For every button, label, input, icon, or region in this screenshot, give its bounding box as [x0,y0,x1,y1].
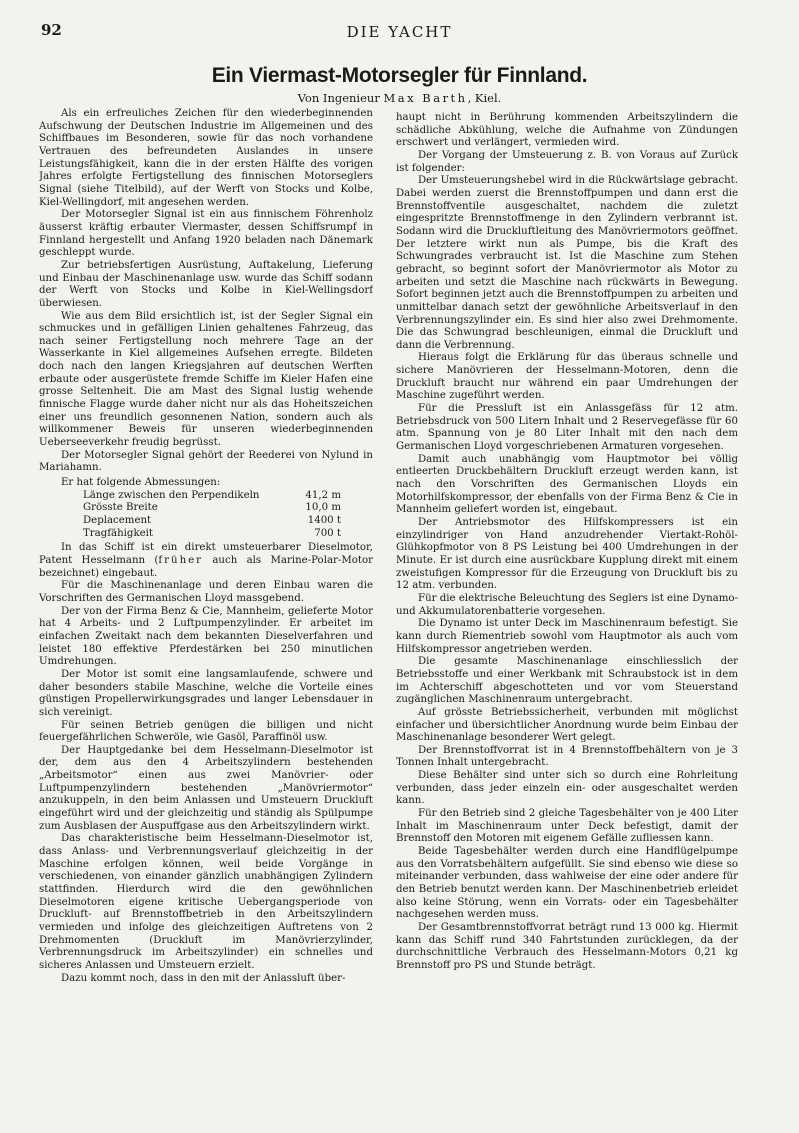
paragraph [39,542,373,580]
table-row [61,502,345,515]
text-span: In das Schiff ist ein direkt umsteuerbarer Dieselmotor, Patent Hesselmann ( [39,542,373,566]
paragraph: Der Motorsegler Signal gehört der Reederei von Nylund in Mariahamn. [39,449,373,474]
paragraph: Die Dynamo ist unter Deck im Maschinenraum befestigt. Sie kann durch Riementrieb sowohl vom Hauptmotor als auch vom Hilfskompressor angetrieben werden. [396,618,738,655]
dimension-label: Deplacement [83,515,152,526]
paragraph: Der von der Firma Benz & Cie, Mannheim, gelieferte Motor hat 4 Arbeits- und 2 Luftpumpenzylinder. Er arbeitet im einfachen Zweitakt nach dem bekannten Dieselverfahren und leistet 180 effektive Pferdestärken bei 250 minutlichen Umdrehungen. [39,605,373,668]
dimensions-table [61,477,345,540]
dimension-value: 700 t [314,527,341,539]
paragraph: Der Gesamtbrennstoffvorrat beträgt rund 13 000 kg. Hiermit kann das Schiff rund 340 Fahrtstunden zurücklegen, da der durchschnittliche Verbrauch des Hesselmann-Motors 0,21 kg Brennstoff pro PS und Stunde beträgt. [396,922,738,971]
paragraph: Als ein erfreuliches Zeichen für den wiederbeginnenden Aufschwung der Deutschen Industrie im Allgemeinen und des Schiffbaues im Besonderen, sowie für das noch vorhandene Vertrauen des befreundeten Auslandes in unsere Leistungsfähigkeit, kann die in der ersten Hälfte des vorigen Jahres erfolgte Fertigstellung des finnischen Motorseglers Signal (siehe Titelbild), auf der Werft von Stocks und Kolbe, Kiel-Wellingdorf, mit angesehen werden. [39,108,373,208]
paragraph: Für die Pressluft ist ein Anlassgefäss für 12 atm. Betriebsdruck von 500 Litern Inhalt und 2 Reservegefässe für 60 atm. Spannung von je 80 Liter Inhalt mit den nach dem Germanischen Lloyd vorgeschriebenen Armaturen vorgesehen. [396,403,738,453]
paragraph: Hieraus folgt die Erklärung für das überaus schnelle und sichere Manövrieren der Hesselmann-Motoren, denn die Druckluft braucht nur während ein paar Umdrehungen der Maschine zugeführt werden. [396,352,738,402]
paragraph: Der Brennstoffvorrat ist in 4 Brennstoffbehältern von je 3 Tonnen Inhalt untergebracht. [396,744,738,769]
text-span-spaced: früher [158,554,204,566]
paragraph: Beide Tagesbehälter werden durch eine Handflügelpumpe aus den Vorratsbehältern aufgefüllt. Sie sind ebenso wie diese so miteinander verbunden, dass wahlweise der eine oder andere für den Betrieb benutzt werden kann. Der Maschinenbetrieb erleidet also keine Störung, wenn ein Vorrats- oder ein Tagesbehälter nachgesehen werden muss. [396,846,738,921]
right-column [396,112,738,1112]
paragraph: Für die Maschinenanlage und deren Einbau waren die Vorschriften des Germanischen Lloyd massgebend. [39,580,373,604]
paragraph: Der Motorsegler Signal ist ein aus finnischem Föhrenholz äusserst kräftig erbauter Viermaster, dessen Schiffsrumpf in Finnland hergestellt und Anfang 1920 beladen nach Dänemark geschleppt wurde. [39,209,373,259]
dimension-label: Grösste Breite [83,502,158,514]
table-row [61,515,345,528]
dimension-value: 41,2 m [305,489,341,501]
running-head: DIE YACHT [346,23,453,41]
dimension-label: Tragfähigkeit [83,527,153,539]
paragraph: Der Motor ist somit eine langsamlaufende, schwere und daher besonders stabile Maschine, welche die Vorteile eines günstigen Propellerwirkungsgrades und langer Lebensdauer in sich vereinigt. [39,668,373,718]
text-span: auch als Marine-Polar-Motor bezeichnet) eingebaut. [39,554,373,579]
paragraph: Der Umsteuerungshebel wird in die Rückwärtslage gebracht. Dabei werden zuerst die Brennstoffpumpen und dann erst die Brennstoffventile ausgeschaltet, nachdem die zuletzt eingespritzte Brennstoffmenge in den Zylindern verbrannt ist. Sodann wird die Druckluftleitung des Manövriermotors geöffnet. Der letztere wirkt nun als Pumpe, bis die Kraft des Schwungrades verbraucht ist. Ist die Maschine zum Stehen gebracht, so beginnt sofort der Manövriermotor als Motor zu arbeiten und setzt die Maschine nach rückwärts in Bewegung. Sofort beginnen jetzt auch die Brennstoffpumpen zu arbeiten und unmittelbar danach setzt der gewöhnliche Arbeitsverlauf in den Verbrennungszylinder ein. Es sind hier also zwei Drehmomente. Die das Schwungrad beschleunigen, einmal die Druckluft und dann die Verbrennung. [396,175,738,351]
paragraph: Damit auch unabhängig vom Hauptmotor bei völlig entleerten Druckbehältern Druckluft erzeugt werden kann, ist nach den Vorschriften des Germanischen Lloyds ein Motorhilfskompressor, der ebenfalls von der Firma Benz & Cie in Mannheim geliefert worden ist, eingebaut. [396,453,738,516]
dimension-value: 10,0 m [305,502,341,514]
table-row [61,490,345,503]
dimensions-intro: Er hat folgende Abmessungen: [61,477,221,489]
article-author [0,91,799,105]
paragraph: Wie aus dem Bild ersichtlich ist, ist der Segler Signal ein schmuckes und in gefälligen Linien gehaltenes Fahrzeug, das nach seiner Fertigstellung noch mehrere Tage an der Wasserkante in Kiel allgemeines Aufsehen erregte. Bildeten doch nach den langen Kriegsjahren auf deutschen Werften erbaute oder ausgerüstete fremde Schiffe im Kieler Hafen eine grosse Seltenheit. Die am Mast des Signal lustig wehende finnische Flagge wurde daher nicht nur als das Hoheitszeichen einer uns freundlich gesonnenen Nation, sondern auch als willkommener Beweis für unseren wiederbeginnenden Ueberseeverkehr freudig begrüsst. [39,310,373,449]
author-name: Max Barth [383,91,468,105]
paragraph: Dazu kommt noch, dass in den mit der Anlassluft über- [61,972,346,984]
dimension-value: 1400 t [307,515,341,526]
paragraph: Der Antriebsmotor des Hilfskompressers ist ein einzylindriger von Hand anzudrehender Viertakt-Rohöl-Glühkopfmotor von 8 PS Leistung bei 400 Umdrehungen in der Minute. Er ist durch eine ausrückbare Kupplung direkt mit einem zweistufigen Kompressor für die Erzeugung von Druckluft bis zu 12 atm. verbunden. [396,517,738,592]
paragraph: Für den Betrieb sind 2 gleiche Tagesbehälter von je 400 Liter Inhalt im Maschinenraum unter Deck befestigt, damit der Brennstoff den Motoren mit eigenem Gefälle zufliessen kann. [396,808,738,845]
paragraph: Zur betriebsfertigen Ausrüstung, Auftakelung, Lieferung und Einbau der Maschinenanlage usw. wurde das Schiff sodann der Werft von Stocks und Kolbe in Kiel-Wellingsdorf überwiesen. [39,259,373,309]
page-number: 92 [41,21,62,39]
paragraph: Die gesamte Maschinenanlage einschliesslich der Betriebsstoffe und einer Werkbank mit Schraubstock ist in dem im Achterschiff abgeschotteten und vor vom Steuerstand zugänglichen Maschinenraum untergebracht. [396,656,738,706]
left-column [39,108,373,1108]
paragraph: Der Hauptgedanke bei dem Hesselmann-Dieselmotor ist der, dem aus den 4 Arbeitszylindern bestehenden „Arbeitsmotor“ einen aus zwei Manövrier- oder Luftpumpenzylindern bestehenden „Manövriermotor“ anzukuppeln, in den beim Anlassen und Umsteuern Druckluft eingeführt wird und der gleichzeitig und ständig als Spülpumpe zum Ausblasen der Auspuffgase aus den Arbeitszylindern wirkt. [39,744,373,832]
table-row [61,528,345,541]
paragraph: Der Vorgang der Umsteuerung z. B. von Voraus auf Zurück ist folgender: [396,149,738,174]
paragraph: Für seinen Betrieb genügen die billigen und nicht feuergefährlichen Schweröle, wie Gasöl, Paraffinöl usw. [39,719,373,744]
author-suffix: , Kiel. [467,91,502,105]
paragraph: Auf grösste Betriebssicherheit, verbunden mit möglichst einfacher und übersichtlicher Anordnung wurde beim Einbau der Maschinenanlage besonderer Wert gelegt. [396,706,738,744]
paragraph: Das charakteristische beim Hesselmann-Dieselmotor ist, dass Anlass- und Verbrennungsverlauf gleichzeitig in der Maschine erfolgen können, weil beide Vorgänge in verschiedenen, von einander gänzlich unabhängigen Zylindern stattfinden. Hierdurch wird die den gewöhnlichen Dieselmotoren eigene kritische Uebergangsperiode von Druckluft- auf Brennstoffbetrieb in den Arbeitszylindern vermieden und infolge des gleichzeitigen Auftretens von 2 Drehmomenten (Druckluft im Manövrierzylinder, Verbrennungsdruck im Arbeitszylinder) ein schnelles und sicheres Anlassen und Umsteuern erzielt. [39,833,373,971]
paragraph: Für die elektrische Beleuchtung des Seglers ist eine Dynamo- und Akkumulatorenbatterie vorgesehen. [396,592,738,617]
article-title: Ein Viermast-Motorsegler für Finnland. [211,64,588,87]
paragraph: Diese Behälter sind unter sich so durch eine Rohrleitung verbunden, dass jeder einzeln ein- oder ausgeschaltet werden kann. [396,770,738,807]
paragraph: haupt nicht in Berührung kommenden Arbeitszylindern die schädliche Abkühlung, welche die Aufnahme von Zündungen erschwert und verlängert, vermieden wird. [396,112,738,149]
dimension-label: Länge zwischen den Perpendikeln [83,489,260,501]
author-prefix: Von Ingenieur [297,91,380,105]
